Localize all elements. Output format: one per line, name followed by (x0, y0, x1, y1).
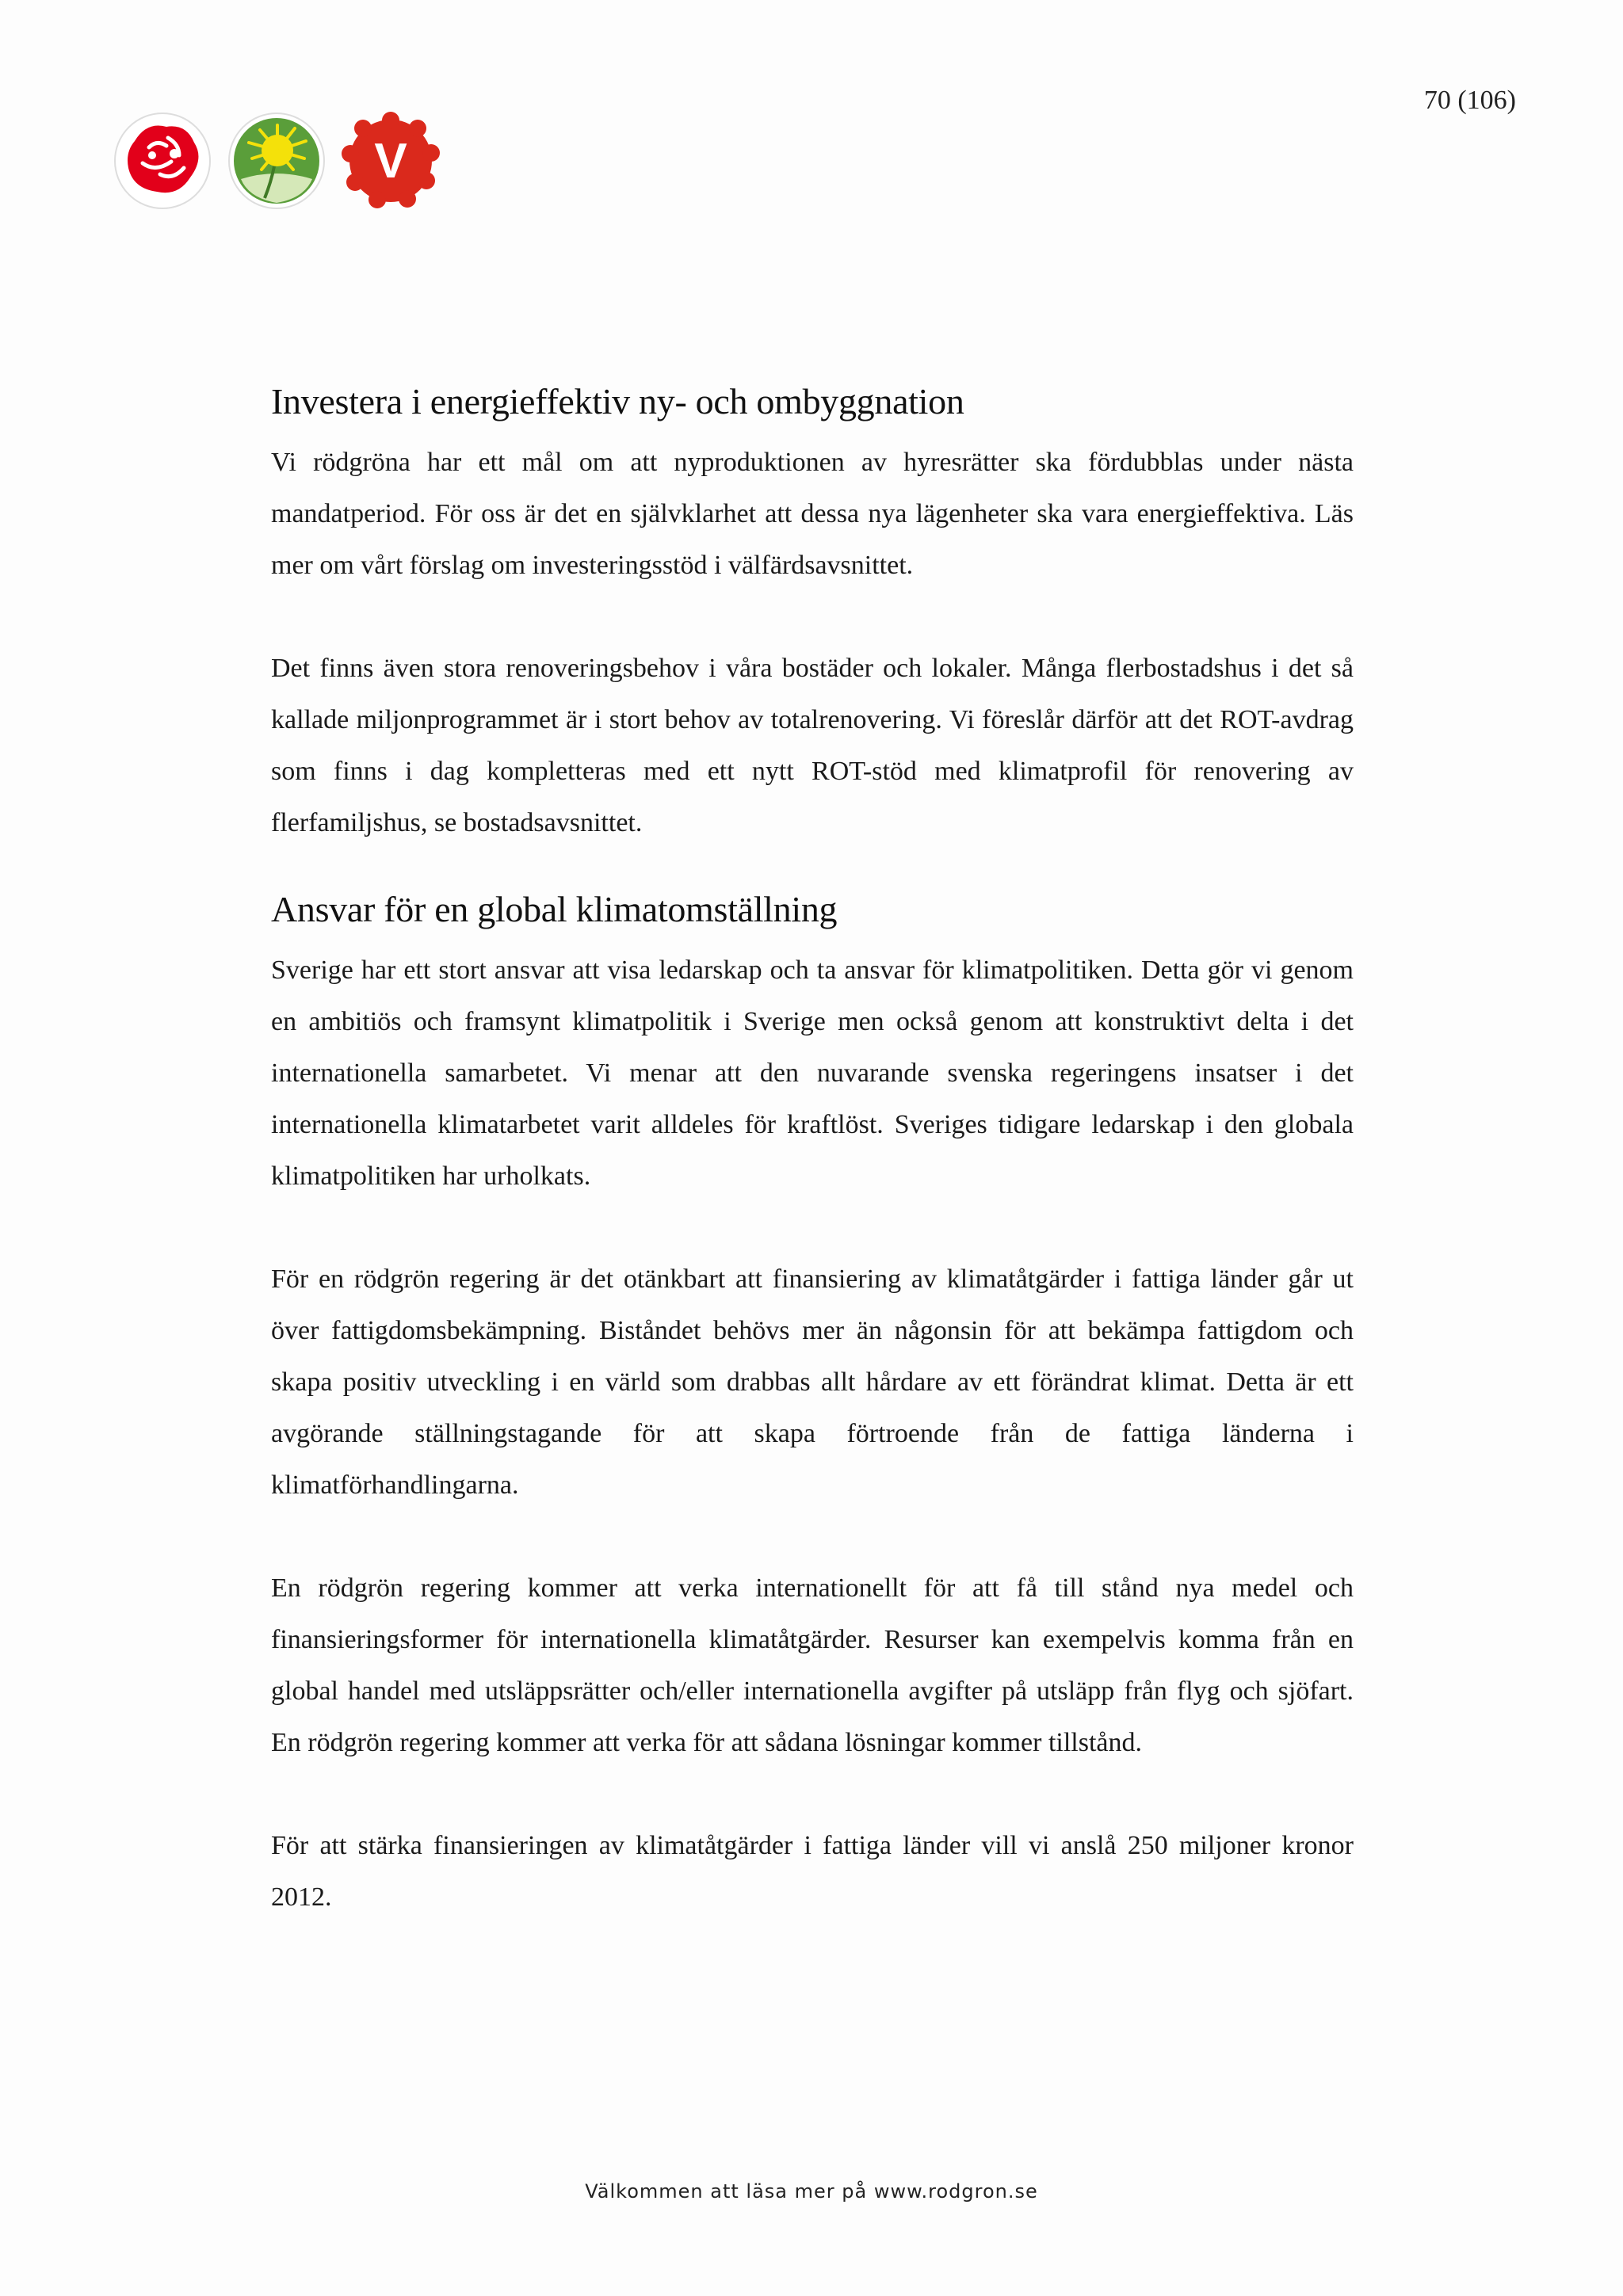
footer-text: Välkommen att läsa mer på www.rodgron.se (585, 2180, 1038, 2203)
dandelion-logo (225, 109, 328, 212)
section-heading: Investera i energieffektiv ny- och ombyggnation (271, 381, 964, 421)
page-number: 70 (106) (1423, 86, 1516, 115)
paragraph: Det finns även stora renoveringsbehov i våra bostäder och lokaler. Många flerbostadshus i det så kallade miljonprogrammet är i stort behov av totalrenovering. Vi föreslår därför att det ROT-avdrag som finns i dag kompletteras med ett nytt ROT-stöd med klimatprofil för renovering av flerfamiljshus, se bostadsavsnittet. (271, 654, 1354, 837)
section-heading: Ansvar för en global klimatomställning (271, 889, 838, 929)
paragraph: För att stärka finansieringen av klimatåtgärder i fattiga länder vill vi anslå 250 miljoner kronor 2012. (271, 1831, 1354, 1912)
paragraph: Vi rödgröna har ett mål om att nyproduktionen av hyresrätter ska fördubblas under nästa mandatperiod. För oss är det en självklarhet att dessa nya lägenheter ska vara energieffektiva. Läs mer om vårt förslag om investeringsstöd i välfärdsavsnittet. (271, 448, 1354, 580)
document-body (271, 380, 1354, 1923)
paragraph: Sverige har ett stort ansvar att visa ledarskap och ta ansvar för klimatpolitiken. Detta gör vi genom en ambitiös och framsynt klimatpolitik i Sverige men också genom att konstruktivt delta i det internationella samarbetet. Vi menar att den nuvarande svenska regeringens insatser i det internationella klimatarbetet varit alldeles för kraftlöst. Sveriges tidigare ledarskap i den globala klimatpolitiken har urholkats. (271, 955, 1354, 1191)
rose-logo (111, 109, 214, 212)
party-logos (111, 109, 442, 212)
paragraph: En rödgrön regering kommer att verka internationellt för att få till stånd nya medel och finansieringsformer för internationella klimatåtgärder. Resurser kan exempelvis komma från en global handel med utsläppsrätter och/eller internationella avgifter på utsläpp från flyg och sjöfart. En rödgrön regering kommer att verka för att sådana lösningar kommer tillstånd. (271, 1573, 1354, 1757)
v-letter: V (374, 134, 407, 189)
paragraph: För en rödgrön regering är det otänkbart att finansiering av klimatåtgärder i fattiga länder går ut över fattigdomsbekämpning. Biståndet behövs mer än någonsin för att bekämpa fattigdom och skapa positiv utveckling i en värld som drabbas allt hårdare av ett förändrat klimat. Detta är ett avgörande ställningstagande för att skapa förtroende från de fattiga länderna i klimatförhandlingarna. (271, 1264, 1354, 1500)
carnation-v-logo (339, 109, 442, 212)
